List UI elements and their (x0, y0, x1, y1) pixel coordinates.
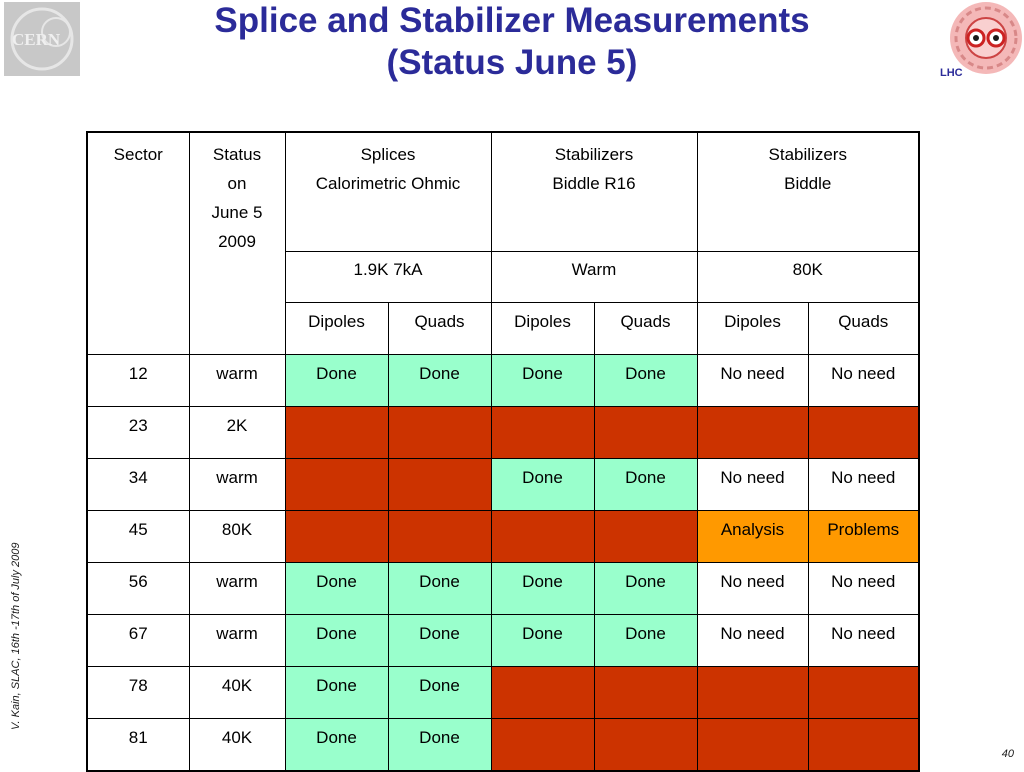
header-status: Status on June 5 2009 (189, 132, 285, 355)
table-row (87, 667, 919, 719)
cell-measurement: Done (491, 563, 594, 615)
page-number: 40 (1001, 748, 1014, 760)
cell-measurement: Done (285, 563, 388, 615)
measurements-table (86, 131, 920, 772)
title-line-2: (Status June 5) (386, 43, 638, 82)
cell-measurement: Done (285, 355, 388, 407)
cell-measurement (491, 407, 594, 459)
cell-status: 2K (189, 407, 285, 459)
cell-measurement (594, 719, 697, 772)
table-row (87, 355, 919, 407)
cell-measurement: Done (594, 563, 697, 615)
cell-measurement (697, 719, 808, 772)
cell-measurement (491, 511, 594, 563)
cell-measurement: No need (808, 355, 919, 407)
cell-measurement: Done (491, 459, 594, 511)
cell-measurement: Analysis (697, 511, 808, 563)
cell-measurement: Problems (808, 511, 919, 563)
cell-measurement: Done (285, 615, 388, 667)
cell-measurement: No need (697, 459, 808, 511)
author-note: V. Kain, SLAC, 16th -17th of July 2009 (10, 542, 22, 730)
subheader-dipoles: Dipoles (285, 303, 388, 355)
lhc-logo-text: LHC (940, 67, 963, 79)
cell-measurement (594, 667, 697, 719)
table-row (87, 511, 919, 563)
condition-r16: Warm (491, 252, 697, 303)
cell-measurement (388, 459, 491, 511)
header-stabilizers-r16: Stabilizers Biddle R16 (491, 132, 697, 252)
subheader-dipoles: Dipoles (697, 303, 808, 355)
cell-sector: 81 (87, 719, 189, 772)
cell-measurement: No need (697, 355, 808, 407)
table-row (87, 407, 919, 459)
cell-measurement: Done (388, 563, 491, 615)
condition-splices: 1.9K 7kA (285, 252, 491, 303)
cell-measurement: Done (388, 355, 491, 407)
cell-sector: 12 (87, 355, 189, 407)
cell-sector: 45 (87, 511, 189, 563)
cell-status: 40K (189, 719, 285, 772)
cell-measurement: No need (808, 615, 919, 667)
cell-sector: 34 (87, 459, 189, 511)
subheader-quads: Quads (388, 303, 491, 355)
cell-status: 80K (189, 511, 285, 563)
header-splices: Splices Calorimetric Ohmic (285, 132, 491, 252)
cell-sector: 78 (87, 667, 189, 719)
cell-measurement: No need (697, 563, 808, 615)
cell-status: warm (189, 459, 285, 511)
table-row (87, 459, 919, 511)
cell-measurement: Done (388, 615, 491, 667)
cell-sector: 23 (87, 407, 189, 459)
cell-sector: 67 (87, 615, 189, 667)
cell-measurement (285, 511, 388, 563)
cell-measurement: Done (388, 667, 491, 719)
table-body (87, 355, 919, 772)
cell-measurement: Done (285, 667, 388, 719)
cell-measurement (388, 407, 491, 459)
cell-measurement: Done (594, 459, 697, 511)
cell-measurement (491, 667, 594, 719)
cell-sector: 56 (87, 563, 189, 615)
cell-status: warm (189, 563, 285, 615)
cell-measurement: No need (808, 563, 919, 615)
cell-measurement (808, 719, 919, 772)
cell-measurement: Done (491, 615, 594, 667)
cell-measurement (594, 511, 697, 563)
lhc-logo (940, 0, 1024, 80)
cell-measurement: No need (697, 615, 808, 667)
svg-text:CERN: CERN (12, 30, 61, 49)
cell-measurement: Done (491, 355, 594, 407)
cell-measurement (808, 667, 919, 719)
cell-measurement (697, 407, 808, 459)
cell-measurement (285, 459, 388, 511)
table-row (87, 563, 919, 615)
cell-measurement: Done (594, 615, 697, 667)
cell-measurement (285, 407, 388, 459)
title-line-1: Splice and Stabilizer Measurements (214, 1, 810, 40)
cell-measurement: Done (594, 355, 697, 407)
header-stabilizers-biddle: Stabilizers Biddle (697, 132, 919, 252)
cell-measurement (491, 719, 594, 772)
subheader-quads: Quads (808, 303, 919, 355)
header-sector: Sector (87, 132, 189, 355)
condition-biddle: 80K (697, 252, 919, 303)
cell-measurement: No need (808, 459, 919, 511)
table-row (87, 719, 919, 772)
cell-status: warm (189, 355, 285, 407)
cell-measurement: Done (285, 719, 388, 772)
cell-measurement: Done (388, 719, 491, 772)
cell-measurement (808, 407, 919, 459)
cern-logo (4, 2, 80, 76)
table-row (87, 615, 919, 667)
subheader-quads: Quads (594, 303, 697, 355)
slide-title (150, 0, 874, 84)
subheader-dipoles: Dipoles (491, 303, 594, 355)
cell-measurement (697, 667, 808, 719)
cell-status: warm (189, 615, 285, 667)
cell-status: 40K (189, 667, 285, 719)
cell-measurement (594, 407, 697, 459)
cell-measurement (388, 511, 491, 563)
